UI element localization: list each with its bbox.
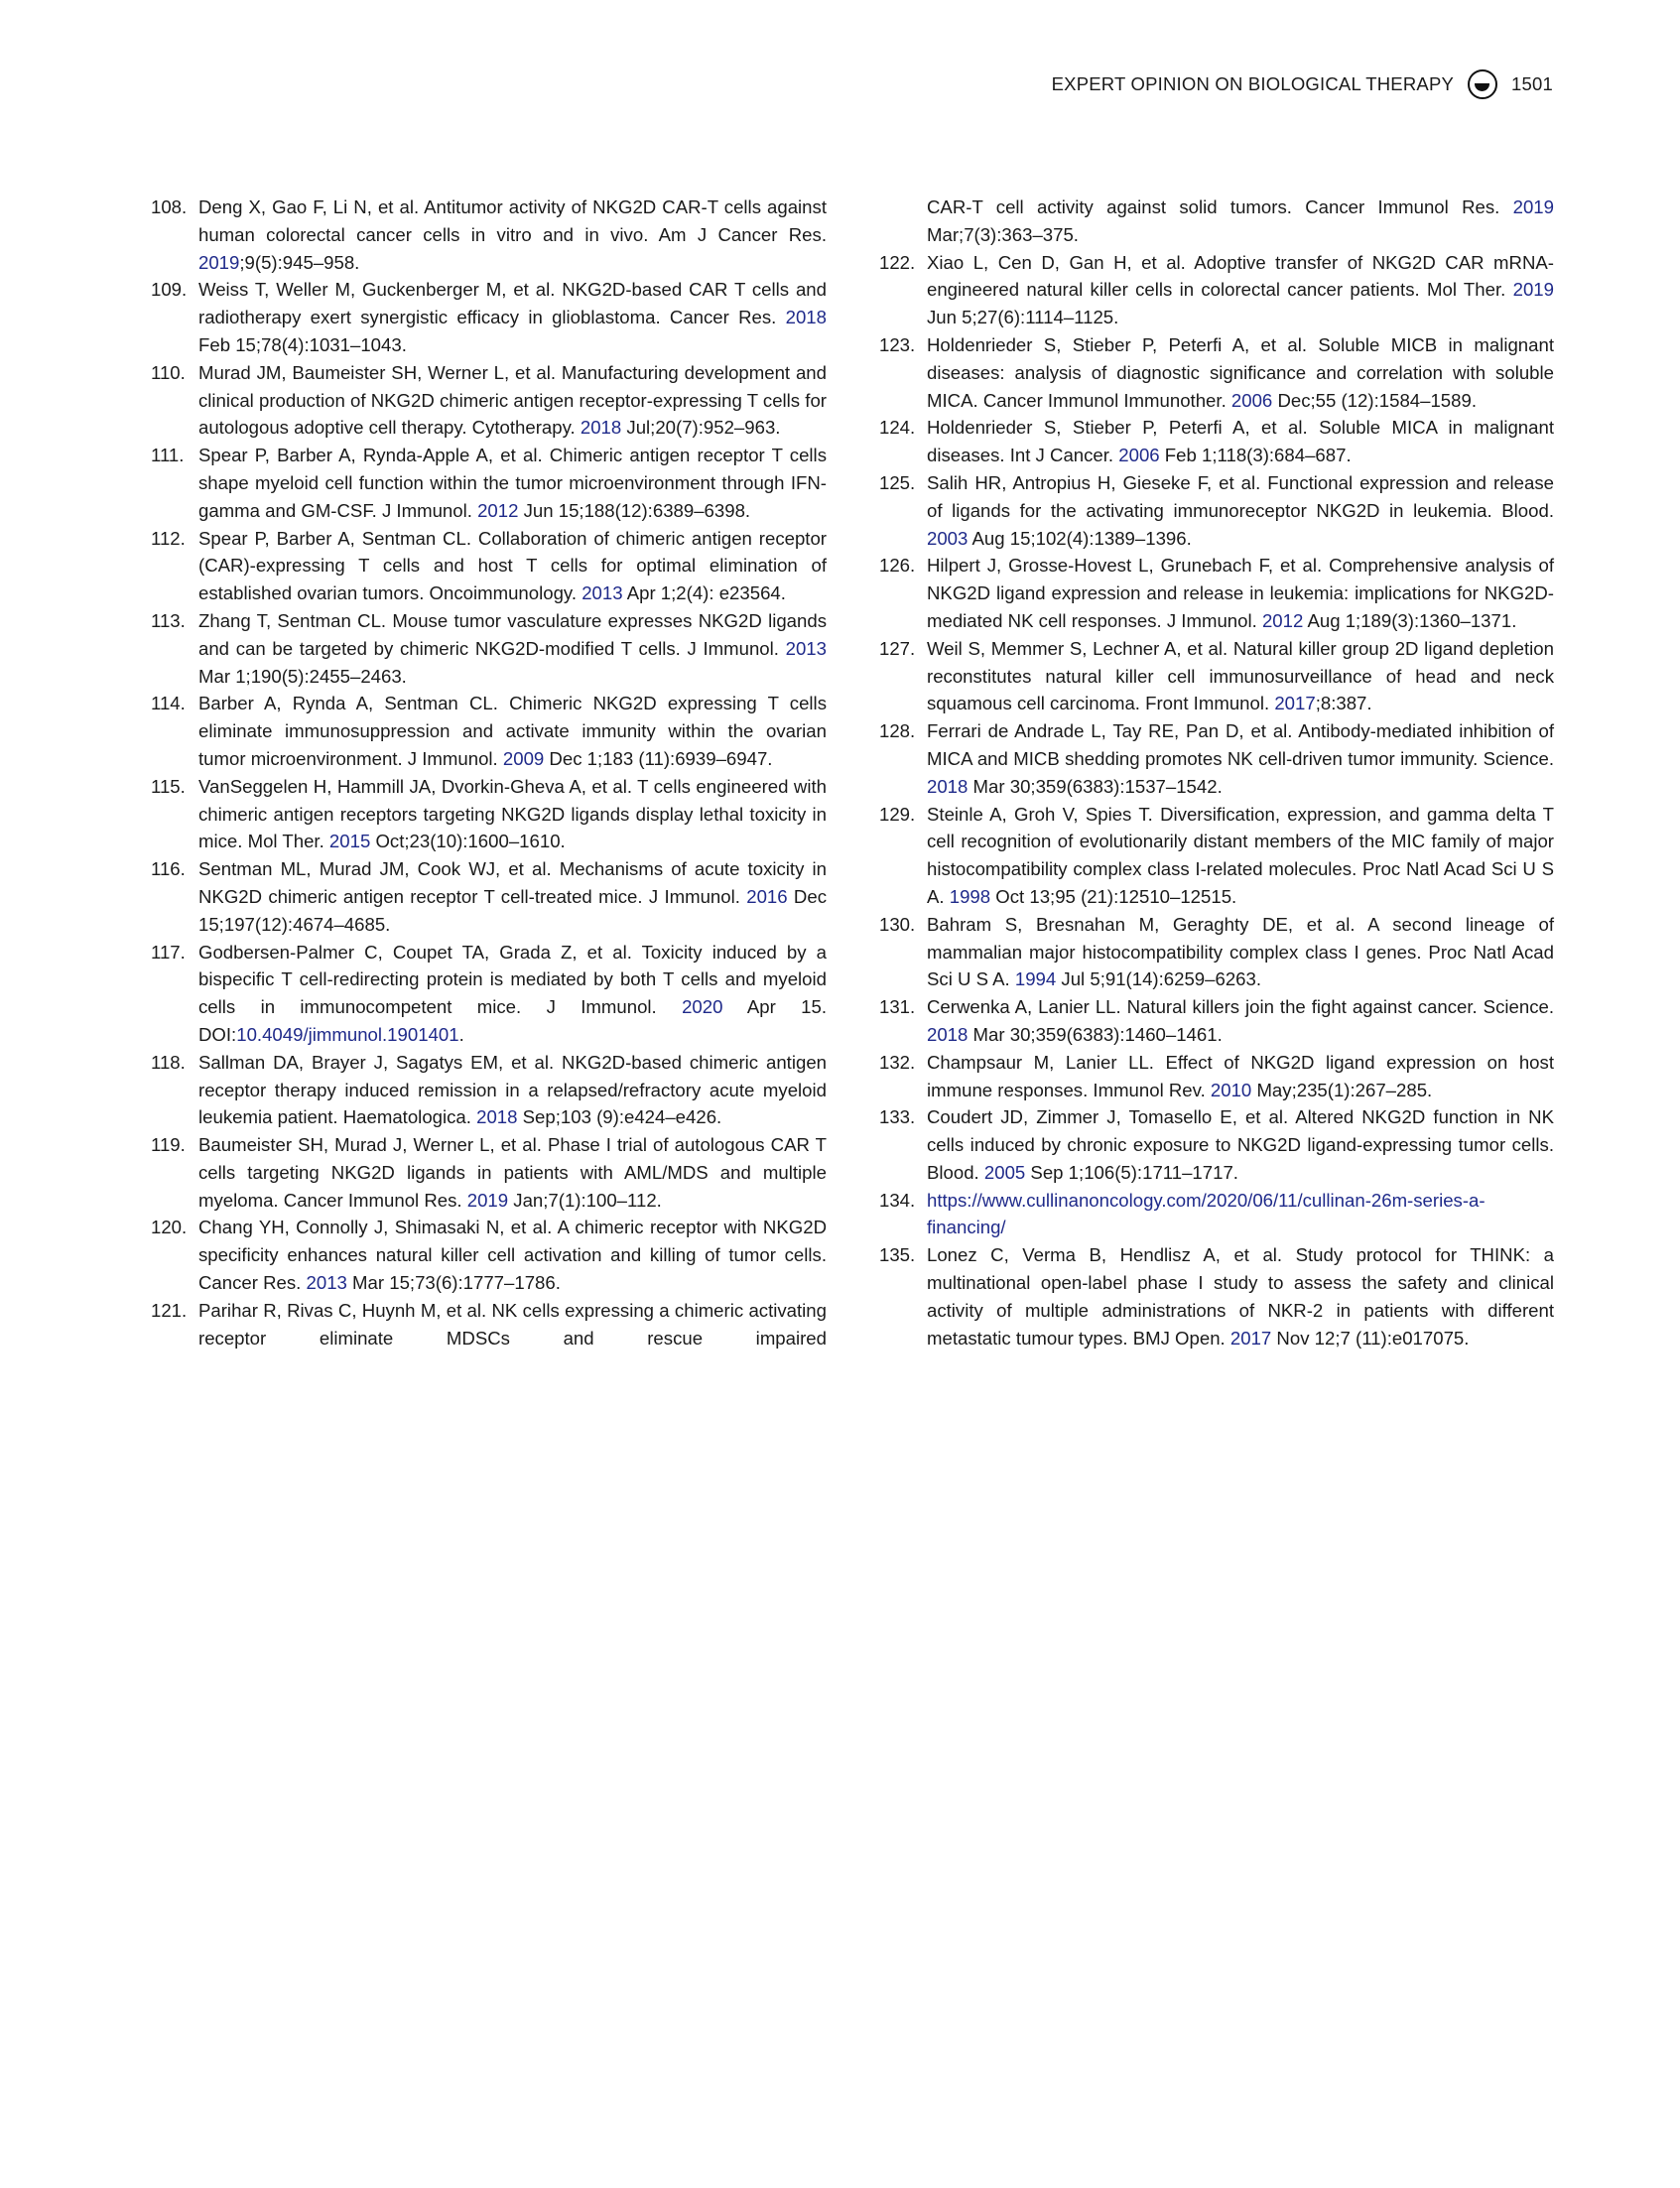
reference-item: [879, 193, 1554, 249]
reference-number: 120.: [151, 1217, 188, 1238]
reference-link[interactable]: 2017: [1229, 1327, 1272, 1349]
reference-text-segment: Chang YH, Connolly J, Shimasaki N, et al. A chimeric receptor with NKG2D specificity enhances natural killer cell activation and killing of tumor cells. Cancer Res.: [198, 1217, 827, 1294]
reference-text-segment: Murad JM, Baumeister SH, Werner L, et al. Manufacturing development and clinical production of NKG2D chimeric antigen receptor-expressing T cells for autologous adoptive cell therapy. Cytotherapy.: [198, 361, 827, 439]
reference-text: [198, 942, 827, 1045]
publisher-logo-icon: [1468, 69, 1497, 99]
reference-text-segment: Jul 5;91(14):6259–6263.: [1056, 968, 1262, 990]
reference-link[interactable]: 2020: [682, 996, 723, 1018]
reference-text-segment: Apr 15. DOI:: [198, 996, 827, 1045]
reference-link[interactable]: 2006: [1230, 389, 1273, 411]
reference-text-segment: Dec 1;183 (11):6939–6947.: [544, 747, 773, 769]
reference-text-segment: Holdenrieder S, Stieber P, Peterfi A, et al. Soluble MICB in malignant diseases: analysis of diagnostic significance and correlation with soluble MICA. Cancer Immunol Immunother.: [927, 333, 1554, 411]
reference-text-segment: ;8:387.: [1315, 693, 1372, 714]
reference-text-segment: ;9(5):945–958.: [239, 251, 360, 273]
reference-text-segment: CAR-T cell activity against solid tumors. Cancer Immunol Res.: [927, 196, 1513, 217]
reference-text-segment: Ferrari de Andrade L, Tay RE, Pan D, et al. Antibody-mediated inhibition of MICA and MICB shedding promotes NK cell-driven tumor immunity. Science.: [927, 720, 1554, 769]
reference-item: [879, 801, 1554, 911]
reference-text-segment: VanSeggelen H, Hammill JA, Dvorkin-Gheva A, et al. T cells engineered with chimeric antigen receptors targeting NKG2D ligands display lethal toxicity in mice. Mol Ther.: [198, 775, 827, 852]
reference-text-segment: Lonez C, Verma B, Hendlisz A, et al. Study protocol for THINK: a multinational open-label phase I study to assess the safety and clinical activity of multiple administrations of NKR-2 in patients with different metastatic tumour types. BMJ Open.: [927, 1244, 1554, 1349]
reference-link[interactable]: 2006: [1118, 445, 1160, 466]
reference-number: 118.: [151, 1051, 186, 1073]
reference-text-segment: Aug 1;189(3):1360–1371.: [1303, 609, 1517, 631]
reference-number: 124.: [879, 417, 916, 439]
reference-item: [151, 359, 827, 442]
reference-item: [879, 993, 1554, 1049]
reference-number: 132.: [879, 1051, 916, 1073]
reference-text: [927, 1106, 1554, 1183]
reference-number: 125.: [879, 471, 916, 493]
reference-link[interactable]: https://www.cullinanoncology.com/2020/06/11/cullinan-26m-​series-a-financing/: [927, 1189, 1486, 1238]
reference-text: [198, 445, 827, 521]
reference-number: 109.: [151, 279, 188, 301]
reference-text-segment: Sentman ML, Murad JM, Cook WJ, et al. Mechanisms of acute toxicity in NKG2D chimeric antigen receptor T cell-treated mice. J Immunol.: [198, 858, 827, 907]
reference-number: 121.: [151, 1299, 188, 1321]
reference-text: [927, 555, 1554, 631]
reference-link[interactable]: 2010: [1210, 1079, 1252, 1100]
reference-item: [151, 442, 827, 524]
reference-text-segment: Weil S, Memmer S, Lechner A, et al. Natural killer group 2D ligand depletion reconstitutes natural killer cell immunosurveillance of head and neck squamous cell carcinoma. Front Immunol.: [927, 637, 1554, 714]
reference-link[interactable]: 2019: [198, 251, 240, 273]
reference-number: 131.: [879, 996, 916, 1018]
reference-text-segment: Oct 13;95 (21):12510–12515.: [990, 885, 1237, 907]
reference-text-segment: Mar;7(3):363–375.: [927, 223, 1079, 245]
reference-text: [927, 1190, 1486, 1238]
reference-item: [879, 1103, 1554, 1186]
reference-number: 108.: [151, 196, 188, 217]
reference-number: 135.: [879, 1244, 916, 1266]
reference-item: [879, 552, 1554, 634]
reference-text: [927, 334, 1554, 411]
reference-text-segment: Weiss T, Weller M, Guckenberger M, et al. NKG2D-based CAR T cells and radiotherapy exert synergistic efficacy in glioblastoma. Cancer Res.: [198, 279, 827, 328]
reference-number: 117.: [151, 941, 186, 963]
reference-text: [927, 252, 1554, 328]
reference-text: [198, 1052, 827, 1128]
reference-text: [198, 362, 827, 439]
reference-text-segment: Feb 15;78(4):1031–1043.: [198, 333, 407, 355]
reference-item: [151, 1049, 827, 1131]
reference-item: [879, 1187, 1554, 1242]
reference-text-segment: Spear P, Barber A, Sentman CL. Collaboration of chimeric antigen receptor (CAR)-expressing T cells and host T cells for optimal elimination of established ovarian tumors. Oncoimmunology.: [198, 527, 827, 604]
reference-text: [198, 858, 827, 935]
journal-title: EXPERT OPINION ON BIOLOGICAL THERAPY: [1051, 73, 1455, 94]
reference-text: [927, 804, 1554, 907]
reference-link[interactable]: 2018: [927, 1023, 969, 1045]
reference-item: [151, 939, 827, 1049]
reference-number: 133.: [879, 1106, 916, 1128]
reference-number: 123.: [879, 333, 916, 355]
reference-text-segment: Dec;55 (12):1584–1589.: [1272, 389, 1477, 411]
reference-text-segment: Salih HR, Antropius H, Gieseke F, et al. Functional expression and release of ligands for the activating immunoreceptor NKG2D in leukemia. Blood.: [927, 471, 1554, 521]
reference-number: 113.: [151, 609, 186, 631]
reference-link[interactable]: 10.4049/jimmunol.1901401: [236, 1023, 459, 1045]
reference-link[interactable]: 2012: [1261, 609, 1304, 631]
reference-text: [198, 1300, 827, 1349]
reference-text-segment: Holdenrieder S, Stieber P, Peterfi A, et al. Soluble MICA in malignant diseases. Int J Cancer.: [927, 417, 1554, 466]
reference-link[interactable]: 2018: [785, 307, 827, 328]
reference-text: [927, 1244, 1554, 1348]
reference-link[interactable]: 2013: [306, 1272, 347, 1294]
reference-link[interactable]: 2018: [927, 775, 969, 797]
reference-text-segment: Cerwenka A, Lanier LL. Natural killers join the fight against cancer. Science.: [927, 996, 1554, 1018]
reference-text: [198, 1134, 827, 1211]
reference-text-segment: Nov 12;7 (11):e017075.: [1271, 1327, 1470, 1349]
reference-number: 122.: [879, 251, 916, 273]
reference-item: [151, 773, 827, 855]
reference-text-segment: Godbersen-Palmer C, Coupet TA, Grada Z, et al. Toxicity induced by a bispecific T cell-redirecting protein is mediated by both T cells and myeloid cells in immunocompetent mice. J Immunol.: [198, 941, 827, 1018]
reference-number: 116.: [151, 858, 186, 880]
reference-text: [927, 720, 1554, 797]
reference-link[interactable]: 2013: [785, 637, 827, 659]
reference-item: [151, 607, 827, 690]
reference-link[interactable]: 2012: [477, 499, 519, 521]
reference-text-segment: Sep;103 (9):e424–e426.: [517, 1106, 722, 1128]
reference-number: 110.: [151, 361, 186, 383]
reference-text-segment: Xiao L, Cen D, Gan H, et al. Adoptive transfer of NKG2D CAR mRNA-engineered natural killer cells in colorectal cancer patients. Mol Ther.: [927, 251, 1554, 301]
reference-text-segment: Apr 1;2(4): e23564.: [622, 582, 786, 604]
reference-number: 111.: [151, 445, 185, 466]
reference-item: [151, 193, 827, 276]
reference-text: [198, 776, 827, 852]
reference-link[interactable]: 2013: [582, 582, 623, 604]
reference-text-segment: Jan;7(1):100–112.: [508, 1189, 662, 1211]
reference-text-segment: Aug 15;102(4):1389–1396.: [968, 527, 1192, 549]
reference-link[interactable]: 2017: [1274, 693, 1316, 714]
reference-text-segment: Jul;20(7):952–963.: [621, 417, 781, 439]
reference-text-segment: Mar 30;359(6383):1537–1542.: [968, 775, 1223, 797]
reference-text-segment: Zhang T, Sentman CL. Mouse tumor vasculature expresses NKG2D ligands and can be targeted by chimeric NKG2D-modified T cells. J Immunol.: [198, 609, 827, 659]
reference-text-segment: .: [458, 1023, 464, 1045]
reference-item: [879, 911, 1554, 993]
reference-item: [879, 414, 1554, 469]
references-left-column: [151, 193, 827, 1351]
reference-text: [198, 1217, 827, 1293]
reference-item: [879, 331, 1554, 414]
reference-item: [151, 1297, 827, 1352]
reference-link[interactable]: 2015: [328, 831, 371, 852]
reference-text: [927, 996, 1554, 1045]
reference-number: 115.: [151, 775, 186, 797]
reference-link[interactable]: 2019: [1512, 196, 1554, 217]
reference-item: [151, 276, 827, 358]
reference-text-segment: Hilpert J, Grosse-Hovest L, Grunebach F, et al. Comprehensive analysis of NKG2D ligand expression and release in leukemia: implications for NKG2D-mediated NK cell responses. J Immunol.: [927, 555, 1554, 631]
reference-text: [198, 528, 827, 604]
reference-link[interactable]: 2003: [927, 527, 969, 549]
reference-link[interactable]: 2019: [1512, 279, 1554, 301]
reference-item: [879, 249, 1554, 331]
reference-text: [198, 693, 827, 769]
reference-item: [879, 469, 1554, 552]
reference-text-segment: May;235(1):267–285.: [1251, 1079, 1433, 1100]
reference-link[interactable]: 1998: [949, 885, 991, 907]
reference-text-segment: Feb 1;118(3):684–687.: [1159, 445, 1352, 466]
reference-text-segment: Mar 15;73(6):1777–1786.: [346, 1272, 561, 1294]
references-right-column: [879, 193, 1554, 1351]
reference-text: [198, 610, 827, 687]
reference-text-segment: Spear P, Barber A, Rynda-Apple A, et al. Chimeric antigen receptor T cells shape myeloid cell function within the tumor microenvironment through IFN-gamma and GM-CSF. J Immunol.: [198, 445, 827, 521]
reference-item: [151, 855, 827, 938]
reference-link[interactable]: 1994: [1014, 968, 1057, 990]
reference-link[interactable]: 2009: [502, 747, 545, 769]
reference-text-segment: Champsaur M, Lanier LL. Effect of NKG2D ligand expression on host immune responses. Immunol Rev.: [927, 1051, 1554, 1100]
reference-item: [879, 635, 1554, 717]
reference-text: [927, 417, 1554, 465]
reference-text-segment: Barber A, Rynda A, Sentman CL. Chimeric NKG2D expressing T cells eliminate immunosuppression and activate immunity within the ovarian tumor microenvironment. J Immunol.: [198, 693, 827, 769]
reference-text: [198, 196, 827, 273]
reference-number: 112.: [151, 527, 186, 549]
reference-text-segment: Baumeister SH, Murad J, Werner L, et al. Phase I trial of autologous CAR T cells targeting NKG2D ligands in patients with AML/MDS and multiple myeloma. Cancer Immunol Res.: [198, 1134, 827, 1211]
reference-text-segment: Coudert JD, Zimmer J, Tomasello E, et al. Altered NKG2D function in NK cells induced by chronic exposure to NKG2D ligand-expressing tumor cells. Blood.: [927, 1106, 1554, 1183]
reference-text: [927, 196, 1554, 245]
reference-link[interactable]: 2019: [466, 1189, 509, 1211]
page-number: 1501: [1511, 73, 1553, 94]
reference-number: 119.: [151, 1134, 186, 1156]
reference-text-segment: Oct;23(10):1600–1610.: [370, 831, 566, 852]
reference-number: 127.: [879, 637, 916, 659]
reference-text: [927, 1052, 1554, 1100]
reference-text: [198, 279, 827, 355]
reference-text-segment: Parihar R, Rivas C, Huynh M, et al. NK cells expressing a chimeric activating receptor eliminate MDSCs and rescue impaired: [198, 1299, 827, 1349]
reference-link[interactable]: 2016: [746, 885, 788, 907]
reference-text-segment: Mar 1;190(5):2455–2463.: [198, 665, 407, 687]
reference-text-segment: Jun 15;188(12):6389–6398.: [518, 499, 751, 521]
reference-text-segment: Dec 15;197(12):4674–4685.: [198, 885, 827, 935]
reference-item: [151, 690, 827, 772]
reference-item: [151, 1131, 827, 1214]
reference-text-segment: Bahram S, Bresnahan M, Geraghty DE, et al. A second lineage of mammalian major histocompatibility complex class I genes. Proc Natl Acad Sci U S A.: [927, 913, 1554, 990]
reference-text-segment: Jun 5;27(6):1114–1125.: [927, 307, 1119, 328]
reference-item: [151, 1214, 827, 1296]
reference-number: 130.: [879, 913, 916, 935]
reference-number: 128.: [879, 720, 916, 742]
reference-link[interactable]: 2018: [476, 1106, 518, 1128]
reference-text: [927, 638, 1554, 714]
reference-text-segment: Sep 1;106(5):1711–1717.: [1025, 1161, 1238, 1183]
reference-item: [879, 717, 1554, 800]
reference-number: 134.: [879, 1189, 916, 1211]
reference-item: [879, 1241, 1554, 1351]
reference-text-segment: Deng X, Gao F, Li N, et al. Antitumor activity of NKG2D CAR-T cells against human colorectal cancer cells in vitro and in vivo. Am J Cancer Res.: [198, 196, 827, 245]
reference-text: [927, 472, 1554, 549]
running-header: [1052, 69, 1553, 99]
reference-link[interactable]: 2005: [983, 1161, 1026, 1183]
reference-text-segment: Steinle A, Groh V, Spies T. Diversification, expression, and gamma delta T cell recognition of evolutionarily distant members of the MIC family of major histocompatibility complex class I-related molecules. Proc Natl Acad Sci U S A.: [927, 803, 1554, 907]
reference-text-segment: Mar 30;359(6383):1460–1461.: [968, 1023, 1223, 1045]
reference-text: [927, 914, 1554, 990]
reference-number: 129.: [879, 803, 916, 825]
reference-number: 114.: [151, 693, 186, 714]
reference-text-segment: Sallman DA, Brayer J, Sagatys EM, et al. NKG2D-based chimeric antigen receptor therapy induced remission in a relapsed/refractory acute myeloid leukemia patient. Haematologica.: [198, 1051, 827, 1128]
reference-item: [151, 525, 827, 607]
reference-item: [879, 1049, 1554, 1104]
reference-link[interactable]: 2018: [580, 417, 622, 439]
reference-number: 126.: [879, 555, 916, 577]
